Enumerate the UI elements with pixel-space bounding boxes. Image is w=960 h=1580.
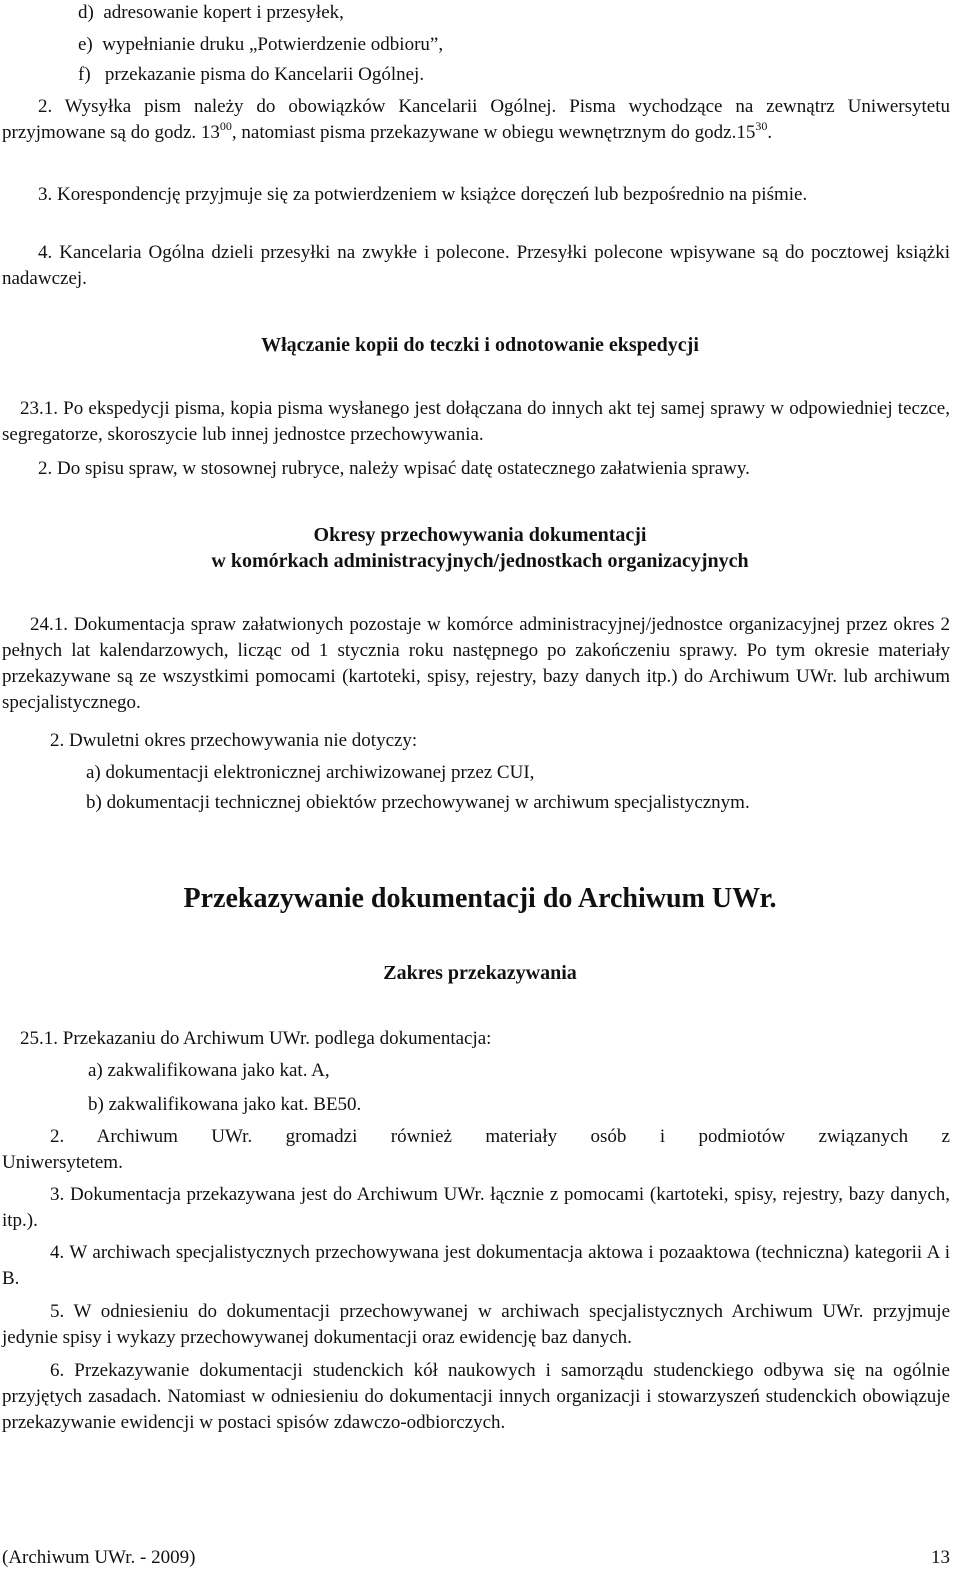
heading-okresy-line2: w komórkach administracyjnych/jednostkach organizacyjnych [211, 550, 749, 572]
paragraph-24-2b: b) dokumentacji technicznej obiektów przechowywanej w archiwum specjalistycznym. [86, 792, 750, 813]
footer-page-number: 13 [931, 1547, 950, 1568]
paragraph-24-2a: a) dokumentacji elektronicznej archiwizowanej przez CUI, [86, 762, 535, 783]
paragraph-25-4: 4. W archiwach specjalistycznych przechowywana jest dokumentacja aktowa i pozaaktowa (techniczna) kategorii A i B. [2, 1242, 950, 1289]
paragraph-2-text-b: , natomiast pisma przekazywane w obiegu wewnętrznym do godz.15 [231, 122, 756, 143]
paragraph-2 [2, 94, 950, 146]
heading-zakres: Zakres przekazywania [383, 962, 577, 984]
hour-superscript-1: 00 [219, 119, 232, 133]
paragraph-25-1a: a) zakwalifikowana jako kat. A, [88, 1060, 330, 1081]
list-item-d: d) adresowanie kopert i przesyłek, [78, 2, 344, 23]
paragraph-25-5: 5. W odniesieniu do dokumentacji przechowywanej w archiwach specjalistycznych Archiwum UWr. przyjmuje jedynie spisy i wykazy przechowywanej dokumentacji oraz ewidencję baz danych. [2, 1301, 950, 1348]
paragraph-23-2: 2. Do spisu spraw, w stosownej rubryce, należy wpisać datę ostatecznego załatwienia sprawy. [38, 458, 750, 479]
paragraph-25-2: 2. Archiwum UWr. gromadzi również materiały osób i podmiotów związanych z Uniwersytetem. [2, 1126, 950, 1173]
paragraph-25-6: 6. Przekazywanie dokumentacji studenckich kół naukowych i samorządu studenckiego odbywa się na ogólnie przyjętych zasadach. Natomiast w odniesieniu do dokumentacji innych organizacji i stowarzyszeń studenckich obowiązuje przekazywanie ewidencji w postaci spisów zdawczo-odbiorczych. [2, 1360, 950, 1433]
paragraph-4: 4. Kancelaria Ogólna dzieli przesyłki na zwykłe i polecone. Przesyłki polecone wpisywane są do pocztowej książki nadawczej. [2, 242, 950, 289]
paragraph-2-text-a: 2. Wysyłka pism należy do obowiązków Kancelarii Ogólnej. Pisma wychodzące na zewnątrz Uniwersytetu przyjmowane są do godz. 13 [2, 96, 950, 143]
paragraph-23-1: 23.1. Po ekspedycji pisma, kopia pisma wysłanego jest dołączana do innych akt tej samej sprawy w odpowiedniej teczce, segregatorze, skoroszycie lub innej jednostce przechowywania. [2, 398, 950, 445]
list-item-e: e) wypełnianie druku „Potwierdzenie odbioru”, [78, 34, 444, 55]
paragraph-24-2: 2. Dwuletni okres przechowywania nie dotyczy: [50, 730, 418, 751]
paragraph-3: 3. Korespondencję przyjmuje się za potwierdzeniem w książce doręczeń lub bezpośrednio na piśmie. [38, 184, 808, 205]
heading-przekazywanie: Przekazywanie dokumentacji do Archiwum UWr. [183, 883, 777, 914]
paragraph-25-1: 25.1. Przekazaniu do Archiwum UWr. podlega dokumentacja: [20, 1028, 492, 1049]
paragraph-25-1b: b) zakwalifikowana jako kat. BE50. [88, 1094, 362, 1115]
list-item-f: f) przekazanie pisma do Kancelarii Ogólnej. [78, 64, 425, 85]
footer-source: (Archiwum UWr. - 2009) [2, 1547, 196, 1568]
paragraph-24-1: 24.1. Dokumentacja spraw załatwionych pozostaje w komórce administracyjnej/jednostce organizacyjnej przez okres 2 pełnych lat kalendarzowych, licząc od 1 stycznia roku następnego po zakończeniu sprawy. Po tym okresie materiały przekazywane są ze wszystkimi pomocami (kartoteki, spisy, rejestry, bazy danych itp.) do Archiwum UWr. lub archiwum specjalistycznego. [2, 614, 950, 713]
heading-okresy-line1: Okresy przechowywania dokumentacji [313, 524, 647, 546]
hour-superscript-2: 30 [755, 119, 768, 133]
heading-wlaczanie: Włączanie kopii do teczki i odnotowanie ekspedycji [261, 334, 699, 356]
paragraph-2-text-c: . [767, 122, 773, 143]
paragraph-25-3: 3. Dokumentacja przekazywana jest do Archiwum UWr. łącznie z pomocami (kartoteki, spisy, rejestry, bazy danych, itp.). [2, 1184, 950, 1231]
